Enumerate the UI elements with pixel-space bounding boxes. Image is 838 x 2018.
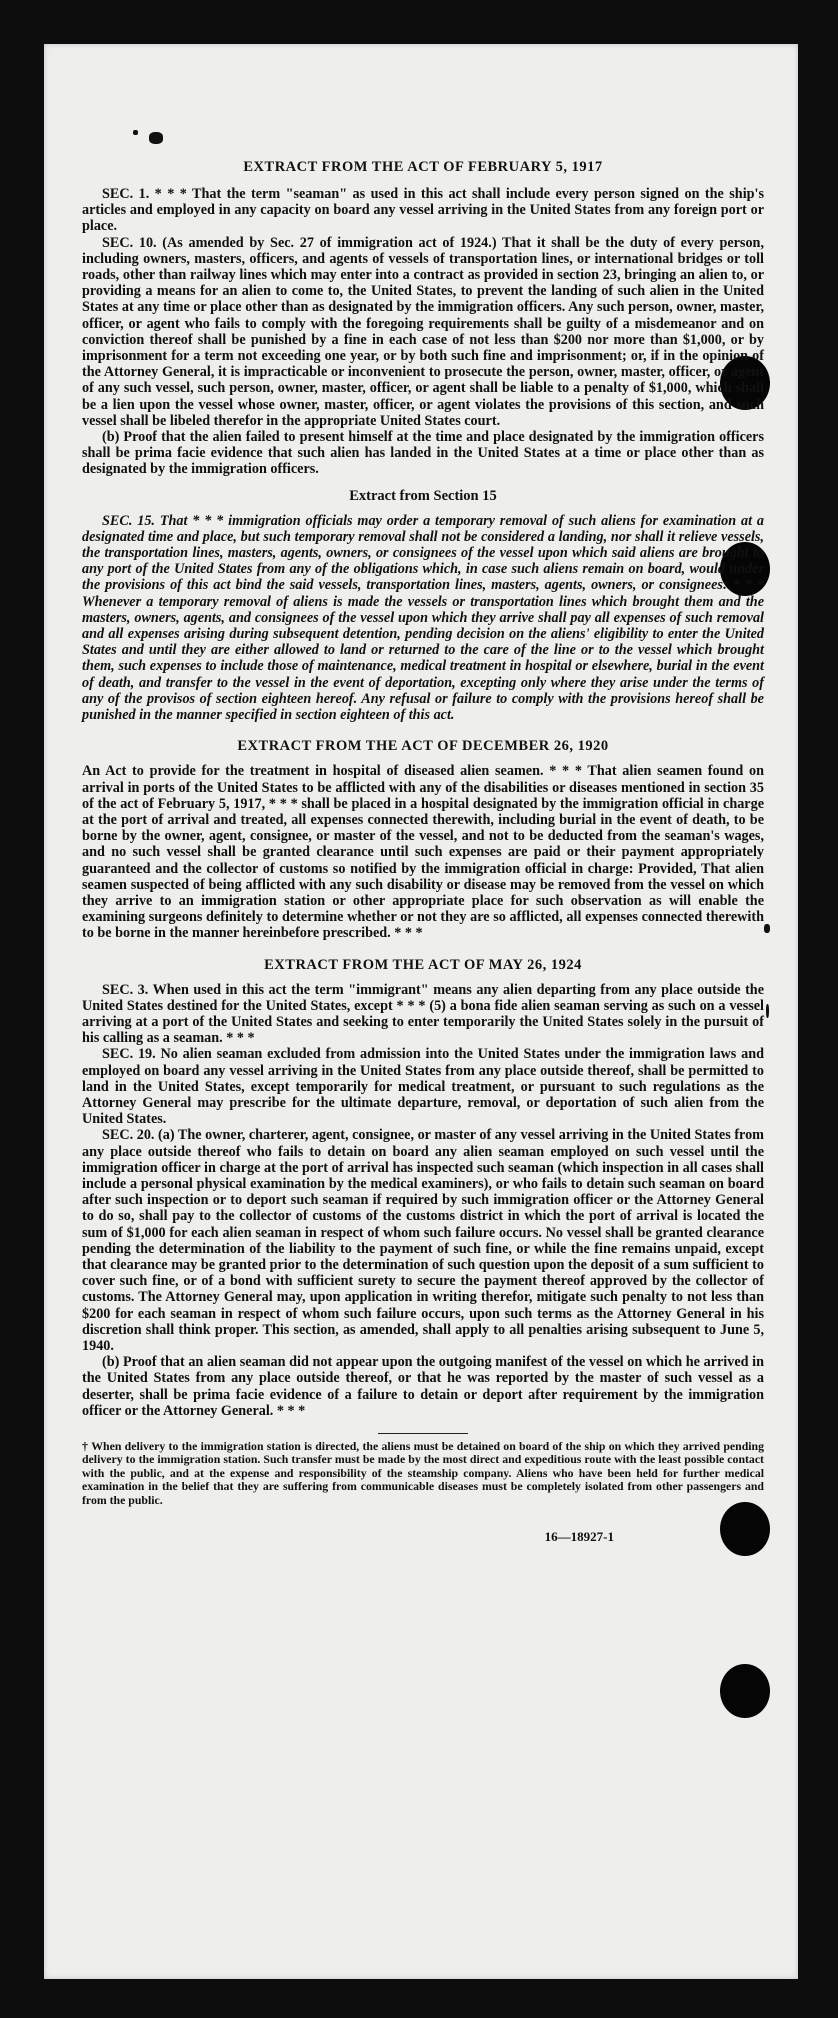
section-15-text: SEC. 15. That * * * immigration officials may order a temporary removal of such aliens for examination at a designated time and place, but such temporary removal shall not be considered a landing, nor shall it relieve vessels, the transportation lines, masters, agents, owners, or consignees of the vessel upon which said aliens are brought to any port of the United States from any of the obligations which, in case such aliens remain on board, would under the provisions of this act bind the said vessels, transportation lines, masters, agents, owners, or consignees: * * * Whenever a temporary removal of aliens is made the vessels or transportation lines which brought them and the masters, owners, agents, and consignees of the vessel upon which they arrive shall pay all expenses of such removal and all expenses arising during subsequent detention, pending decision on the aliens' eligibility to enter the United States and until they are either allowed to land or returned to the care of the line or to the vessel which brought them, such expenses to include those of maintenance, medical treatment in hospital or elsewhere, burial in the event of death, and transfer to the vessel in the event of deportation, excepting only where they arise under the terms of any of the provisos of section eighteen hereof. Any refusal or failure to comply with the provisions hereof shall be punished in the manner specified in section eighteen of this act. [82,512,764,724]
footnote-text: † When delivery to the immigration station is directed, the aliens must be detained on board of the ship on which they arrived pending delivery to the immigration station. Such transfer must be made by the most direct and expeditious route with the least possible contact with the public, and at the expense and responsibility of the steamship company. Aliens who have been held for further medical examination in the belief that they are suffering from communicable diseases must be completely isolated from other passengers and from the public. [82,1439,764,1507]
section-20b-text: (b) Proof that an alien seaman did not appear upon the outgoing manifest of the vessel on which he arrived in the United States from any place outside thereof, or that he was reported by the master of such vessel as a deserter, shall be prima facie evidence of a failure to detain or deport after requirement by the immigration officer or the Attorney General. * * * [82,1354,764,1419]
form-code: 16—18927-1 [544,1529,614,1545]
heading-act-1917: EXTRACT FROM THE ACT OF FEBRUARY 5, 1917 [243,159,603,175]
act-1920-text: An Act to provide for the treatment in hospital of diseased alien seamen. * * * That alien seamen found on arrival in ports of the United States to be afflicted with any of the disabilities or diseases mentioned in section 35 of the act of February 5, 1917, * * * shall be placed in a hospital designated by the immigration official in charge at the port of arrival and treated, all expenses connected therewith, including burial in the event of death, to be borne by the owner, agent, consignee, or master of the vessel, and not to be deducted from the seaman's wages, and no such vessel shall be granted clearance until such expenses are paid or their payment appropriately guaranteed and the collector of customs so notified by the immigration official in charge: Provided, That alien seamen suspected of being afflicted with any such disability or disease may be removed from the vessel on which they arrive to an immigration station or other appropriate place for such observation as will enable the examining surgeons definitely to determine whether or not they are so afflicted, all expenses connected therewith to be borne in the manner hereinbefore prescribed. * * * [82,763,764,942]
section-19-text: SEC. 19. No alien seaman excluded from admission into the United States under the immigration laws and employed on board any vessel arriving in the United States from any place outside thereof, shall be permitted to land in the United States, except temporarily for medical treatment, or pursuant to such regulations as the Attorney General may prescribe for the ultimate departure, removal, or deportation of such alien from the United States. [82,1046,764,1128]
section-10-text: SEC. 10. (As amended by Sec. 27 of immigration act of 1924.) That it shall be the duty of every person, including owners, masters, officers, and agents of vessels of transportation lines, or international bridges or toll roads, other than railway lines which may enter into a contract as provided in section 23, bringing an alien to, or providing a means for an alien to come to, the United States, to prevent the landing of such alien in the United States at any time or place other than as designated by the immigration officers. Any such person, owner, master, officer, or agent who fails to comply with the foregoing requirements shall be guilty of a misdemeanor and on conviction thereof shall be punished by a fine in each case of not less than $200 nor more than $1,000, or by imprisonment for a term not exceeding one year, or by both such fine and imprisonment; or, if in the opinion of the Attorney General, it is impracticable or inconvenient to prosecute the person, owner, master, officer, or agent of any such vessel, such person, owner, master, officer, or agent shall be liable to a penalty of $1,000, which shall be a lien upon the vessel whose owner, master, officer, or agent violates the provisions of this section, and such vessel shall be libeled therefor in the appropriate United States court. [82,234,764,429]
heading-act-1920: EXTRACT FROM THE ACT OF DECEMBER 26, 1920 [237,738,609,755]
document-page [44,44,798,1979]
section-10b-text: (b) Proof that the alien failed to present himself at the time and place designated by the immigration officers shall be prima facie evidence that such alien has landed in the United States at a time or place other than as designated by the immigration officers. [82,429,764,478]
section-1-text: SEC. 1. * * * That the term "seaman" as used in this act shall include every person signed on the ship's articles and employed in any capacity on board any vessel arriving in the United States from any foreign port or place. [82,186,764,235]
ink-speck [764,924,770,933]
subheading-section-15: Extract from Section 15 [349,487,497,504]
footnote-divider [378,1433,468,1434]
punch-hole-4 [720,1664,770,1718]
ink-speck [149,132,163,144]
heading-act-1924: EXTRACT FROM THE ACT OF MAY 26, 1924 [264,956,582,973]
ink-speck [133,130,138,135]
section-3-text: SEC. 3. When used in this act the term "immigrant" means any alien departing from any place outside the United States destined for the United States, except * * * (5) a bona fide alien seaman serving as such on a vessel arriving at a port of the United States and seeking to enter temporarily the United States solely in the pursuit of his calling as a seaman. * * * [82,981,764,1047]
ink-speck [766,1004,769,1018]
document-body [82,156,764,1545]
section-20-text: SEC. 20. (a) The owner, charterer, agent, consignee, or master of any vessel arriving in the United States from any place outside thereof who fails to detain on board any alien seaman employed on such vessel until the immigration officer in charge at the port of arrival has inspected such seaman (which inspection in all cases shall include a personal physical examination by the medical examiners), or who fails to detain such seaman on board after such inspection or to deport such seaman if required by such immigration officer or the Attorney General to do so, shall pay to the collector of customs of the customs district in which the port of arrival is located the sum of $1,000 for each alien seaman in respect of whom such failure occurs. No vessel shall be granted clearance pending the determination of the liability to the payment of such fine, or while the fine remains unpaid, except that clearance may be granted prior to the determination of such question upon the deposit of a sum sufficient to cover such fine, or of a bond with sufficient surety to secure the payment thereof approved by the collector of customs. The Attorney General may, upon application in writing therefor, mitigate such penalty to not less than $200 for each seaman in respect of whom such failure occurs, upon such terms as the Attorney General in his discretion shall think proper. This section, as amended, shall apply to all penalties arising subsequent to June 5, 1940. [82,1127,764,1354]
